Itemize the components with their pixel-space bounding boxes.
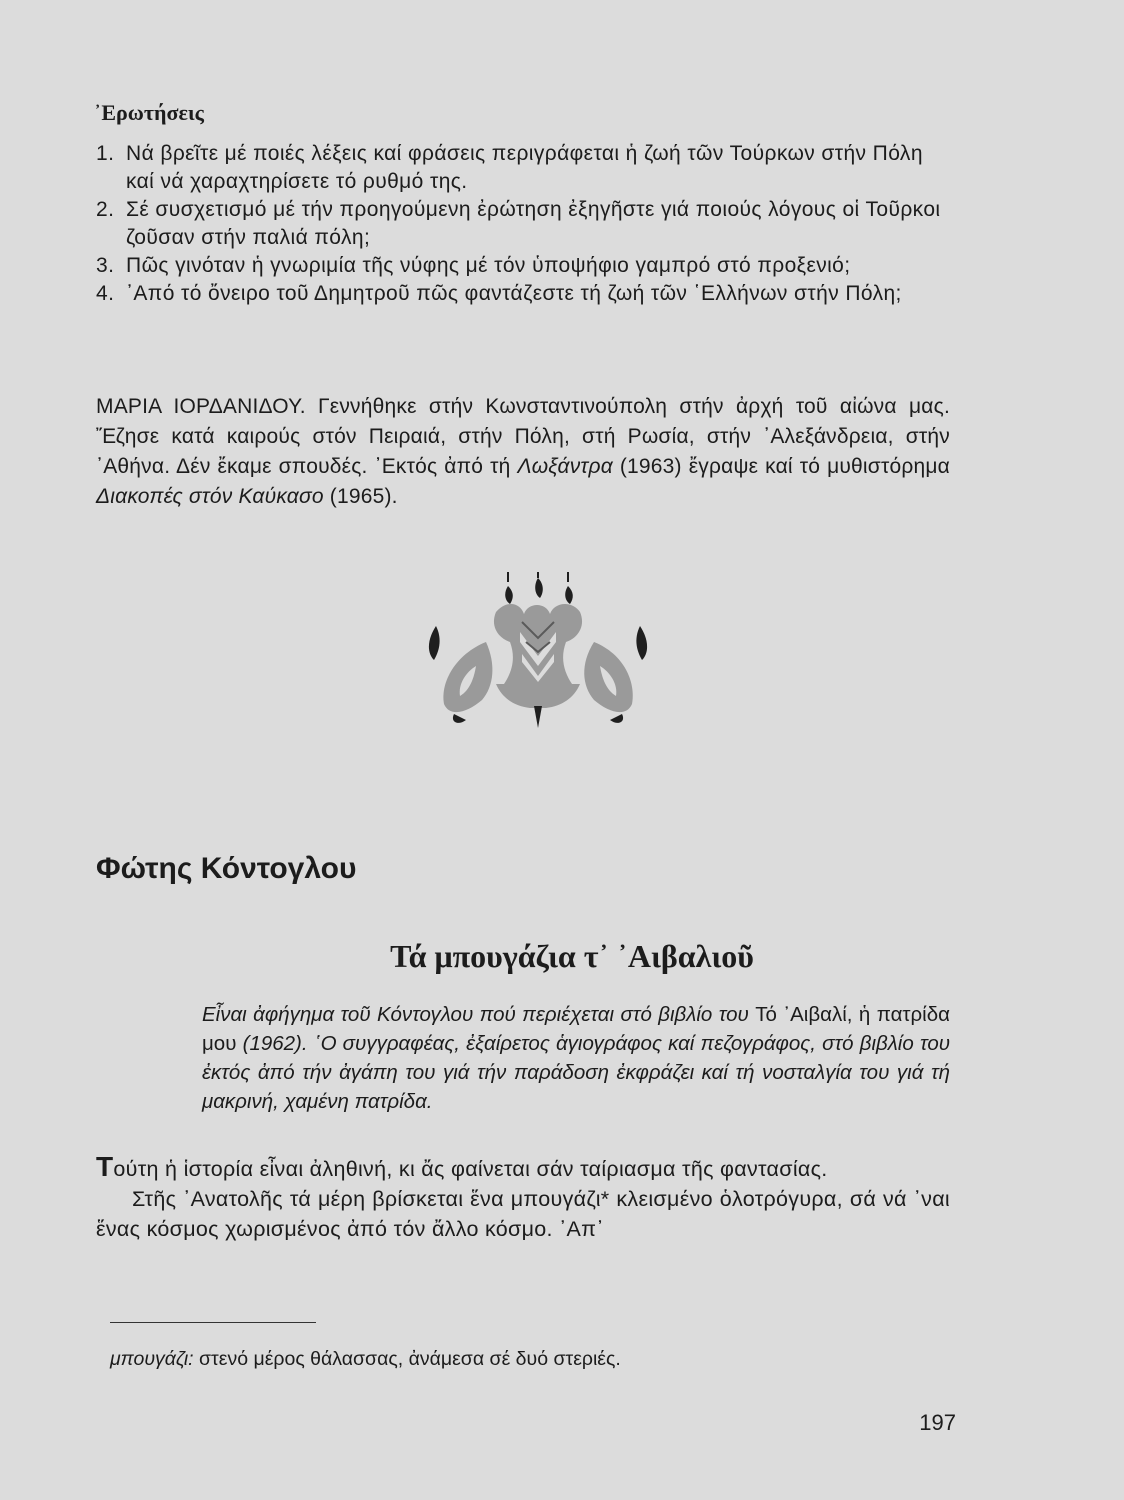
- footnote: [110, 1346, 621, 1372]
- question-text: Νά βρεῖτε μέ ποιές λέξεις καί φράσεις περιγράφεται ἡ ζωή τῶν Τούρκων στήν Πόλη καί νά χαραχτηρίσετε τό ρυθμό της.: [126, 142, 923, 193]
- author-name: Φώτης Κόντογλου: [96, 852, 357, 885]
- story-body: [96, 1152, 950, 1244]
- footnote-definition: στενό μέρος θάλασσας, ἀνάμεσα σέ δυό στεριές.: [193, 1348, 621, 1370]
- question-text: Σέ συσχετισμό μέ τήν προηγούμενη ἐρώτηση ἐξηγῆστε γιά ποιούς λόγους οἱ Τοῦρκοι ζοῦσαν στήν παλιά πόλη;: [126, 198, 941, 249]
- question-item: [96, 196, 956, 252]
- intro-text: (1962). ῾Ο συγγραφέας, ἐξαίρετος ἁγιογράφος καί πεζογράφος, στό βιβλίο του ἐκτός ἀπό τήν ἀγάπη του γιά τήν παράδοση ἐκφράζει καί τή νοσταλγία του γιά τή μακρινή, χαμένη πατρίδα.: [202, 1032, 950, 1113]
- bio-text: (1963) ἔγραψε καί τό μυθιστόρημα: [612, 455, 951, 478]
- page-number: 197: [919, 1410, 956, 1435]
- questions-heading: ᾿Ερωτήσεις: [94, 100, 204, 125]
- footnote-divider: [110, 1322, 316, 1323]
- bio-book-title: Διακοπές στόν Καύκασο: [96, 485, 324, 508]
- bio-text: (1965).: [323, 485, 398, 508]
- bio-book-title: Λωξάντρα: [517, 455, 613, 478]
- question-number: 4.: [96, 282, 115, 305]
- question-number: 1.: [96, 142, 115, 165]
- question-number: 2.: [96, 198, 115, 221]
- question-item: [96, 280, 956, 308]
- folk-floral-ornament-icon: [396, 572, 676, 732]
- drop-cap: Τ: [96, 1151, 114, 1182]
- author-biography: [96, 392, 950, 512]
- paragraph: [96, 1152, 950, 1184]
- question-text: ᾿Από τό ὄνειρο τοῦ Δημητροῦ πῶς φαντάζεστε τή ζωή τῶν ῾Ελλήνων στήν Πόλη;: [126, 282, 902, 305]
- question-item: [96, 252, 956, 280]
- story-introduction: [202, 1000, 950, 1116]
- question-text: Πῶς γινόταν ἡ γνωριμία τῆς νύφης μέ τόν ὑποψήφιο γαμπρό στό προξενιό;: [126, 254, 851, 277]
- bio-text: ΜΑΡΙΑ ΙΟΡΔΑΝΙΔΟΥ. Γεννήθηκε στήν Κωνσταντινούπολη στήν ἀρχή τοῦ αἰώνα μας. Ἔζησε κατά καιρούς στόν Πειραιά, στήν Πόλη, στή Ρωσία, στήν ᾿Αλεξάνδρεια, στήν ᾿Αθήνα. Δέν ἔκαμε σπουδές. ᾿Εκτός ἀπό τή: [96, 395, 950, 478]
- intro-text: Εἶναι ἀφήγημα τοῦ Κόντογλου πού περιέχεται στό βιβλίο του: [202, 1003, 756, 1026]
- story-title: Τά μπουγάζια τ᾿ ᾿Αιβαλιοῦ: [390, 938, 754, 974]
- paragraph-text: ούτη ἡ ἱστορία εἶναι ἀληθινή, κι ἄς φαίνεται σάν ταίριασμα τῆς φαντασίας.: [113, 1157, 828, 1181]
- question-item: [96, 140, 956, 196]
- footnote-term: μπουγάζι:: [110, 1348, 194, 1370]
- question-number: 3.: [96, 254, 115, 277]
- paragraph: Στῆς ᾿Ανατολῆς τά μέρη βρίσκεται ἕνα μπουγάζι* κλεισμένο ὁλοτρόγυρα, σά νά ᾿ναι ἕνας κόσμος χωρισμένος ἀπό τόν ἄλλο κόσμο. ᾿Απ᾿: [96, 1187, 950, 1241]
- questions-list: [96, 140, 956, 308]
- intro-book-title: Τό ᾿Αιβαλί, ἡ πατρίδα μου: [202, 1003, 950, 1055]
